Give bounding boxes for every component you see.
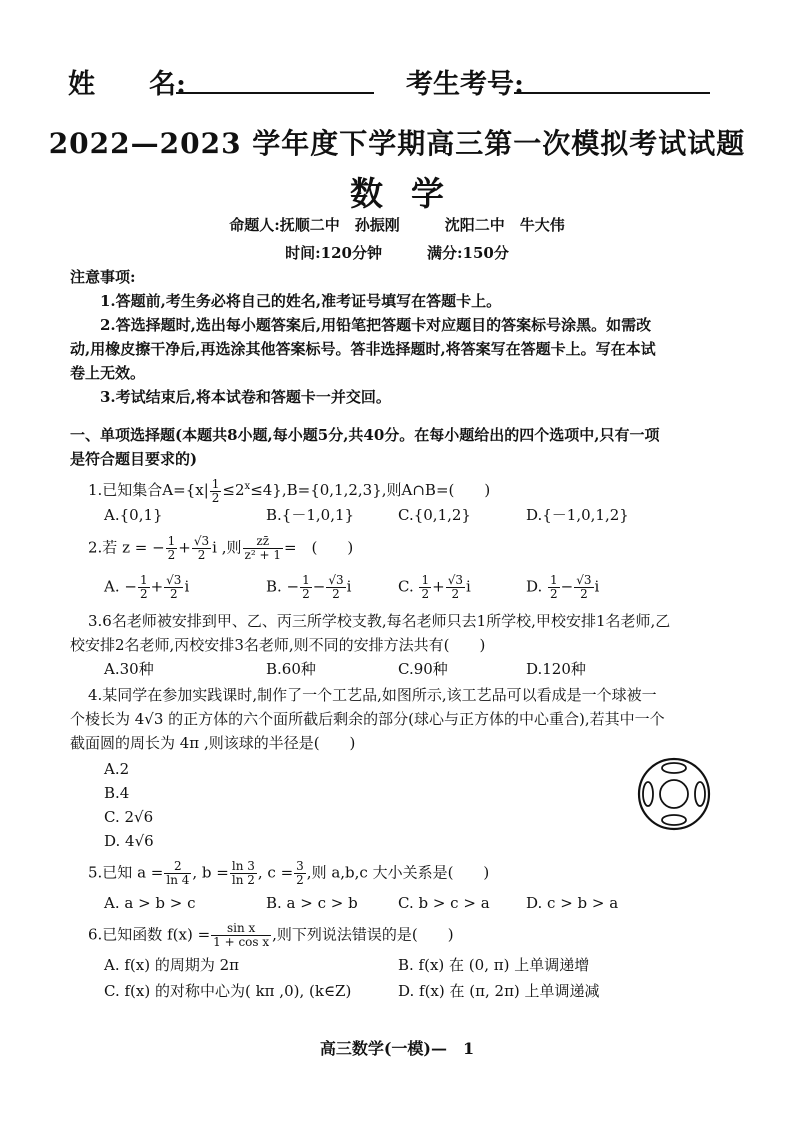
q2-frac-1 xyxy=(166,535,178,562)
q5-fa-den: ln 4 xyxy=(166,873,190,887)
q2-option-c xyxy=(398,574,471,601)
question-6-stem xyxy=(88,922,454,949)
q5-fc-num: 3 xyxy=(296,859,304,873)
q5-fa-num: 2 xyxy=(164,860,191,874)
q3-option-d: D.120种 xyxy=(526,660,586,678)
right-cut-circle xyxy=(695,782,705,806)
q2-c-frac-2 xyxy=(446,574,465,601)
q1-exponent: x xyxy=(244,481,251,492)
q4-option-b: B.4 xyxy=(104,784,130,802)
q4-option-c: C. 2√6 xyxy=(104,808,154,826)
q2-plus: + xyxy=(178,538,191,557)
q6-frac-num: sin x xyxy=(211,922,271,936)
q5-option-a: A. a > b > c xyxy=(104,894,196,912)
q5-fb-num: ln 3 xyxy=(231,859,255,873)
q2-a-op: + xyxy=(150,577,164,596)
time-score-line: 时间:120分钟 满分:150分 xyxy=(285,244,509,262)
q3-option-a: A.30种 xyxy=(104,660,154,678)
page-footer: 高三数学(一模)— 1 xyxy=(319,1039,475,1058)
q2-frac-2 xyxy=(192,535,211,562)
notice-heading: 注意事项: xyxy=(70,268,136,286)
q6-option-b: B. f(x) 在 (0, π) 上单调递增 xyxy=(398,956,590,974)
q2-frac-2-den: 2 xyxy=(197,548,206,562)
q5-stem-d: ,则 a,b,c 大小关系是( ) xyxy=(306,863,490,882)
q2-frac-3 xyxy=(243,535,283,562)
sphere-outline xyxy=(639,759,709,829)
q3-option-c: C.90种 xyxy=(398,660,448,678)
front-cut-circle xyxy=(660,780,688,808)
q5-fb-den: ln 2 xyxy=(231,873,255,887)
top-cut-circle xyxy=(662,763,686,773)
q2-d-f1-num: 1 xyxy=(550,573,558,587)
q2-b-frac-1 xyxy=(300,574,312,601)
q2-c-frac-1 xyxy=(419,574,431,601)
q2-stem-end: = ( ) xyxy=(283,538,354,557)
q5-stem-a: 5.已知 a = xyxy=(88,863,164,882)
q2-c-f2-den: 2 xyxy=(451,587,460,601)
q5-option-d: D. c > b > a xyxy=(526,894,619,912)
q2-b-f1-num: 1 xyxy=(302,573,310,587)
q2-b-i: i xyxy=(346,577,352,596)
exam-title: 2022—2023 学年度下学期高三第一次模拟考试试题 xyxy=(48,127,746,160)
q2-frac-1-den: 2 xyxy=(167,548,176,562)
section-1-heading-line2: 是符合题目要求的) xyxy=(70,450,198,468)
q2-a-frac-2 xyxy=(164,574,183,601)
q2-b-f1-den: 2 xyxy=(302,587,310,601)
q2-a-f1-den: 2 xyxy=(139,587,148,601)
name-label: 姓 名: xyxy=(68,69,186,100)
q2-option-a xyxy=(104,574,189,601)
q2-c-f1-den: 2 xyxy=(421,587,430,601)
q2-c-prefix: C. xyxy=(398,577,419,596)
q5-option-c: C. b > c > a xyxy=(398,894,490,912)
q2-stem-part-a: 2.若 z = − xyxy=(88,538,165,557)
q1-stem-part-a: 1.已知集合A={x| xyxy=(88,481,209,499)
q1-option-a: A.{0,1} xyxy=(104,506,163,524)
q2-a-f2-den: 2 xyxy=(169,587,178,601)
notice-item-1: 1.答题前,考生务必将自己的姓名,准考证号填写在答题卡上。 xyxy=(100,292,502,310)
exam-number-blank-line xyxy=(514,92,710,94)
q2-d-i: i xyxy=(594,577,600,596)
q1-option-d: D.{－1,0,1,2} xyxy=(526,506,629,524)
header-row xyxy=(68,62,728,102)
q2-d-frac-1 xyxy=(548,574,560,601)
question-5-stem xyxy=(88,860,489,887)
q5-frac-c xyxy=(294,860,306,887)
q2-i-then: i ,则 xyxy=(212,538,242,557)
q5-stem-c: , c = xyxy=(257,863,294,882)
exam-number-label: 考生考号: xyxy=(406,69,524,100)
q5-option-b: B. a > c > b xyxy=(266,894,358,912)
q2-b-frac-2 xyxy=(326,574,345,601)
sphere-cube-figure xyxy=(636,756,712,832)
q2-d-frac-2 xyxy=(574,574,593,601)
q3-option-b: B.60种 xyxy=(266,660,316,678)
q2-a-prefix: A. − xyxy=(104,577,137,596)
question-3-line1: 3.6名老师被安排到甲、乙、丙三所学校支教,每名老师只去1所学校,甲校安排1名老师,乙 xyxy=(88,612,671,630)
q6-fraction xyxy=(211,922,271,949)
left-cut-circle xyxy=(643,782,653,806)
q1-option-b: B.{－1,0,1} xyxy=(266,506,355,524)
q2-d-op: − xyxy=(560,577,574,596)
q1-stem-part-c: ≤4},B={0,1,2,3},则A∩B=( ) xyxy=(250,481,491,499)
q2-b-f2-den: 2 xyxy=(332,587,340,601)
q2-option-b xyxy=(266,574,351,601)
q2-a-i: i xyxy=(184,577,190,596)
q4-option-a: A.2 xyxy=(104,760,130,778)
q2-c-f2-num: √3 xyxy=(447,573,463,587)
q6-option-a: A. f(x) 的周期为 2π xyxy=(104,956,240,974)
q2-d-prefix: D. xyxy=(526,577,548,596)
q2-frac-2-num: √3 xyxy=(193,534,210,548)
q2-frac-1-num: 1 xyxy=(167,534,176,548)
q2-d-f1-den: 2 xyxy=(550,587,558,601)
q6-stem-b: ,则下列说法错误的是( ) xyxy=(272,925,454,944)
q4-option-d: D. 4√6 xyxy=(104,832,154,850)
section-1-heading-line1: 一、单项选择题(本题共8小题,每小题5分,共40分。在每小题给出的四个选项中,只有一项 xyxy=(70,426,660,444)
question-3-line2: 校安排2名老师,丙校安排3名老师,则不同的安排方法共有( ) xyxy=(70,636,486,654)
q2-c-i: i xyxy=(465,577,471,596)
q2-a-f2-num: √3 xyxy=(166,573,182,587)
q6-option-c: C. f(x) 的对称中心为( kπ ,0), (k∈Z) xyxy=(104,982,352,1000)
notice-item-2-line1: 2.答选择题时,选出每小题答案后,用铅笔把答题卡对应题目的答案标号涂黑。如需改 xyxy=(100,316,652,334)
q6-stem-a: 6.已知函数 f(x) = xyxy=(88,925,211,944)
q5-stem-b: , b = xyxy=(192,863,229,882)
bottom-cut-circle xyxy=(662,815,686,825)
q2-c-op: + xyxy=(432,577,445,596)
q5-frac-b xyxy=(230,860,257,887)
question-4-line1: 4.某同学在参加实践课时,制作了一个工艺品,如图所示,该工艺品可以看成是一个球被一 xyxy=(88,686,657,704)
authors-line: 命题人:抚顺二中 孙振刚 沈阳二中 牛大伟 xyxy=(229,216,565,234)
q1-stem-part-b: ≤2 xyxy=(222,481,245,499)
q2-d-f2-den: 2 xyxy=(580,587,588,601)
q5-fc-den: 2 xyxy=(296,873,304,887)
notice-item-3: 3.考试结束后,将本试卷和答题卡一并交回。 xyxy=(100,388,391,406)
question-4-line2: 个棱长为 4√3 的正方体的六个面所截后剩余的部分(球心与正方体的中心重合),若其中一个 xyxy=(70,710,665,728)
q2-frac-3-num: zz̄ xyxy=(243,535,283,549)
notice-item-2-line3: 卷上无效。 xyxy=(70,364,146,382)
q2-b-op: − xyxy=(312,577,326,596)
q2-b-f2-num: √3 xyxy=(328,573,344,587)
q2-option-d xyxy=(526,574,599,601)
q6-option-d: D. f(x) 在 (π, 2π) 上单调递减 xyxy=(398,982,600,1000)
q1-fraction xyxy=(210,478,222,505)
q2-frac-3-den: z² + 1 xyxy=(244,548,281,562)
q6-frac-den: 1 + cos x xyxy=(213,935,270,949)
notice-item-2-line2: 动,用橡皮擦干净后,再选涂其他答案标号。答非选择题时,将答案写在答题卡上。写在本试 xyxy=(70,340,656,358)
subject-title: 数学 xyxy=(350,174,472,213)
q1-frac-numerator: 1 xyxy=(211,476,220,491)
q2-a-f1-num: 1 xyxy=(139,573,148,587)
q5-frac-a xyxy=(164,860,191,887)
question-2-stem xyxy=(88,535,353,562)
q2-d-f2-num: √3 xyxy=(576,573,592,587)
question-1-stem xyxy=(88,476,490,505)
q2-a-frac-1 xyxy=(138,574,150,601)
q1-frac-denominator: 2 xyxy=(211,490,220,505)
q1-option-c: C.{0,1,2} xyxy=(398,506,471,524)
q2-b-prefix: B. − xyxy=(266,577,300,596)
name-blank-line xyxy=(176,92,374,94)
question-4-line3: 截面圆的周长为 4π ,则该球的半径是( ) xyxy=(70,734,356,752)
q2-c-f1-num: 1 xyxy=(421,573,430,587)
